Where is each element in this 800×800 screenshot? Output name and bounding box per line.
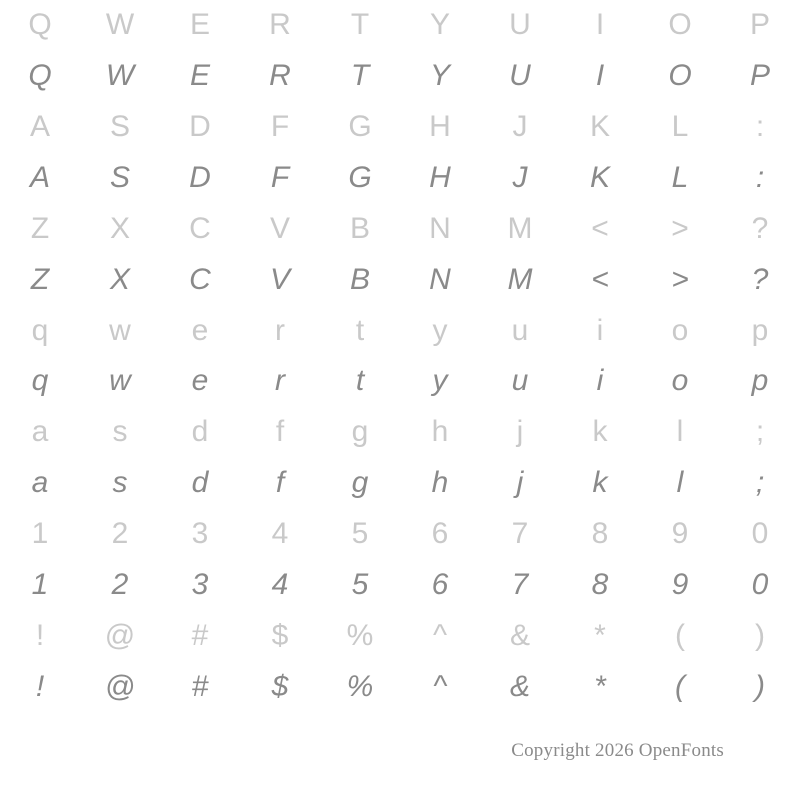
glyph-cell: &: [509, 669, 530, 703]
glyph-cell: h: [431, 466, 449, 500]
glyph-cell: p: [751, 313, 769, 347]
glyph-cell: N: [429, 262, 451, 296]
glyph-cell: X: [109, 211, 130, 245]
glyph-cell: O: [668, 8, 692, 42]
glyph-cell: d: [191, 466, 209, 500]
glyph-cell: @: [104, 618, 136, 652]
glyph-cell: C: [189, 211, 211, 245]
glyph-cell: H: [429, 160, 451, 194]
glyph-cell: 7: [511, 567, 529, 601]
glyph-cell: 4: [271, 567, 289, 601]
glyph-cell: p: [751, 364, 769, 398]
glyph-cell: j: [516, 415, 524, 449]
glyph-cell: E: [189, 59, 210, 93]
glyph-cell: !: [35, 618, 45, 652]
glyph-cell: a: [31, 466, 49, 500]
glyph-cell: G: [348, 110, 372, 144]
glyph-cell: $: [271, 618, 289, 652]
glyph-cell: t: [355, 364, 365, 398]
glyph-cell: (: [675, 618, 685, 652]
glyph-cell: h: [431, 415, 449, 449]
glyph-cell: 3: [191, 516, 209, 550]
glyph-cell: $: [271, 669, 289, 703]
glyph-cell: u: [511, 364, 529, 398]
glyph-cell: P: [749, 8, 770, 42]
glyph-cell: N: [429, 211, 451, 245]
glyph-cell: D: [189, 160, 211, 194]
glyph-cell: *: [594, 618, 606, 652]
glyph-cell: ): [755, 618, 765, 652]
glyph-cell: @: [104, 669, 136, 703]
glyph-cell: y: [432, 313, 448, 347]
glyph-cell: d: [191, 415, 209, 449]
glyph-cell: T: [350, 8, 370, 42]
glyph-cell: Z: [30, 262, 50, 296]
glyph-cell: 9: [671, 516, 689, 550]
glyph-cell: %: [346, 618, 374, 652]
glyph-cell: G: [348, 160, 372, 194]
glyph-cell: 4: [271, 516, 289, 550]
glyph-cell: :: [755, 110, 765, 144]
glyph-cell: R: [269, 8, 291, 42]
glyph-cell: ;: [755, 466, 765, 500]
glyph-cell: *: [594, 669, 606, 703]
glyph-cell: 5: [351, 516, 369, 550]
glyph-cell: t: [355, 313, 365, 347]
glyph-cell: l: [676, 466, 684, 500]
glyph-cell: 9: [671, 567, 689, 601]
glyph-cell: 8: [591, 567, 609, 601]
glyph-cell: 0: [751, 516, 769, 550]
glyph-cell: i: [596, 364, 604, 398]
glyph-cell: 3: [191, 567, 209, 601]
glyph-cell: K: [589, 110, 610, 144]
glyph-cell: T: [350, 59, 370, 93]
glyph-cell: 6: [431, 516, 449, 550]
glyph-cell: F: [270, 110, 290, 144]
glyph-cell: f: [275, 415, 285, 449]
glyph-cell: Y: [429, 8, 450, 42]
copyright-notice: Copyright 2026 OpenFonts: [511, 740, 724, 761]
glyph-cell: s: [112, 466, 128, 500]
glyph-cell: Z: [30, 211, 50, 245]
glyph-cell: g: [351, 466, 369, 500]
glyph-cell: e: [191, 364, 209, 398]
glyph-cell: V: [269, 211, 290, 245]
glyph-cell: u: [511, 313, 529, 347]
glyph-cell: P: [749, 59, 770, 93]
glyph-cell: ^: [432, 618, 448, 652]
glyph-cell: Q: [28, 59, 52, 93]
glyph-cell: e: [191, 313, 209, 347]
glyph-cell: W: [105, 59, 135, 93]
glyph-cell: J: [512, 160, 528, 194]
glyph-cell: W: [105, 8, 135, 42]
glyph-cell: 1: [31, 567, 49, 601]
glyph-cell: q: [31, 313, 49, 347]
glyph-cell: <: [591, 262, 609, 296]
glyph-cell: ): [755, 669, 765, 703]
glyph-cell: s: [112, 415, 128, 449]
glyph-cell: <: [591, 211, 609, 245]
glyph-cell: y: [432, 364, 448, 398]
glyph-cell: M: [507, 262, 533, 296]
glyph-cell: q: [31, 364, 49, 398]
glyph-cell: F: [270, 160, 290, 194]
glyph-cell: R: [269, 59, 291, 93]
glyph-cell: ?: [751, 211, 769, 245]
glyph-cell: (: [675, 669, 685, 703]
glyph-cell: k: [592, 415, 608, 449]
glyph-cell: w: [109, 364, 131, 398]
glyph-cell: >: [671, 262, 689, 296]
glyph-cell: %: [346, 669, 374, 703]
glyph-cell: #: [191, 618, 209, 652]
glyph-cell: A: [29, 160, 50, 194]
glyph-cell: ;: [755, 415, 765, 449]
glyph-cell: H: [429, 110, 451, 144]
glyph-cell: A: [29, 110, 50, 144]
glyph-cell: r: [275, 313, 285, 347]
glyph-cell: L: [671, 110, 689, 144]
glyph-cell: 5: [351, 567, 369, 601]
glyph-cell: L: [671, 160, 689, 194]
glyph-cell: ?: [751, 262, 769, 296]
glyph-cell: S: [109, 110, 130, 144]
glyph-cell: >: [671, 211, 689, 245]
glyph-cell: 6: [431, 567, 449, 601]
glyph-cell: C: [189, 262, 211, 296]
glyph-cell: ^: [432, 669, 448, 703]
glyph-cell: 8: [591, 516, 609, 550]
glyph-cell: 0: [751, 567, 769, 601]
glyph-cell: &: [509, 618, 530, 652]
glyph-cell: 7: [511, 516, 529, 550]
glyph-cell: X: [109, 262, 130, 296]
glyph-cell: g: [351, 415, 369, 449]
glyph-cell: #: [191, 669, 209, 703]
glyph-cell: B: [349, 262, 370, 296]
glyph-cell: E: [189, 8, 210, 42]
glyph-cell: B: [349, 211, 370, 245]
glyph-cell: O: [668, 59, 692, 93]
glyph-cell: a: [31, 415, 49, 449]
glyph-cell: V: [269, 262, 290, 296]
glyph-cell: i: [596, 313, 604, 347]
glyph-cell: l: [676, 415, 684, 449]
glyph-cell: f: [275, 466, 285, 500]
glyph-cell: 2: [111, 567, 129, 601]
glyph-cell: o: [671, 364, 689, 398]
glyph-cell: o: [671, 313, 689, 347]
glyph-cell: M: [507, 211, 533, 245]
glyph-cell: I: [595, 59, 605, 93]
glyph-cell: U: [509, 59, 531, 93]
glyph-cell: 1: [31, 516, 49, 550]
glyph-cell: r: [275, 364, 285, 398]
glyph-cell: w: [109, 313, 131, 347]
glyph-cell: S: [109, 160, 130, 194]
glyph-cell: J: [512, 110, 528, 144]
glyph-cell: :: [755, 160, 765, 194]
glyph-cell: K: [589, 160, 610, 194]
glyph-cell: k: [592, 466, 608, 500]
glyph-cell: Y: [429, 59, 450, 93]
glyph-cell: U: [509, 8, 531, 42]
glyph-cell: 2: [111, 516, 129, 550]
glyph-cell: j: [516, 466, 524, 500]
glyph-cell: D: [189, 110, 211, 144]
glyph-cell: I: [595, 8, 605, 42]
glyph-cell: !: [35, 669, 45, 703]
glyph-cell: Q: [28, 8, 52, 42]
